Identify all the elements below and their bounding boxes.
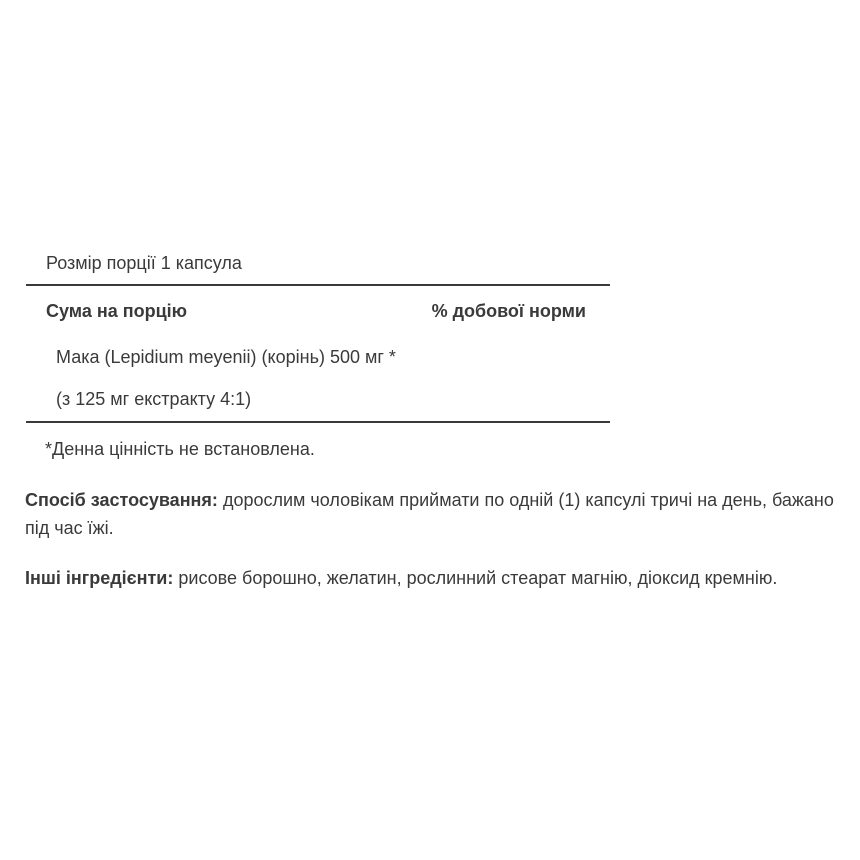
- amount-per-serving-header: Сума на порцію: [46, 301, 188, 321]
- other-ingredients-text: рисове борошно, желатин, рослинний стеарат магнію, діоксид кремнію.: [173, 568, 778, 588]
- daily-value-footnote: *Денна цінність не встановлена.: [45, 439, 315, 459]
- directions-label: Спосіб застосування:: [25, 490, 218, 510]
- other-ingredients-paragraph: [25, 564, 840, 592]
- other-ingredients-label: Інші інгредієнти:: [25, 568, 174, 588]
- directions-text: дорослим чоловікам приймати по одній (1) капсулі тричі на день, бажано під час їжі.: [25, 490, 834, 538]
- ingredient-row-maca: Мака (Lepidium meyenii) (корінь) 500 мг *: [56, 347, 396, 367]
- daily-value-header: % добової норми: [431, 301, 586, 321]
- supplement-facts-panel: [26, 242, 610, 423]
- serving-size: Розмір порції 1 капсула: [26, 242, 610, 286]
- directions-paragraph: [25, 486, 840, 542]
- ingredient-row-extract-note: (з 125 мг екстракту 4:1): [26, 379, 610, 423]
- table-header-row: [26, 286, 610, 336]
